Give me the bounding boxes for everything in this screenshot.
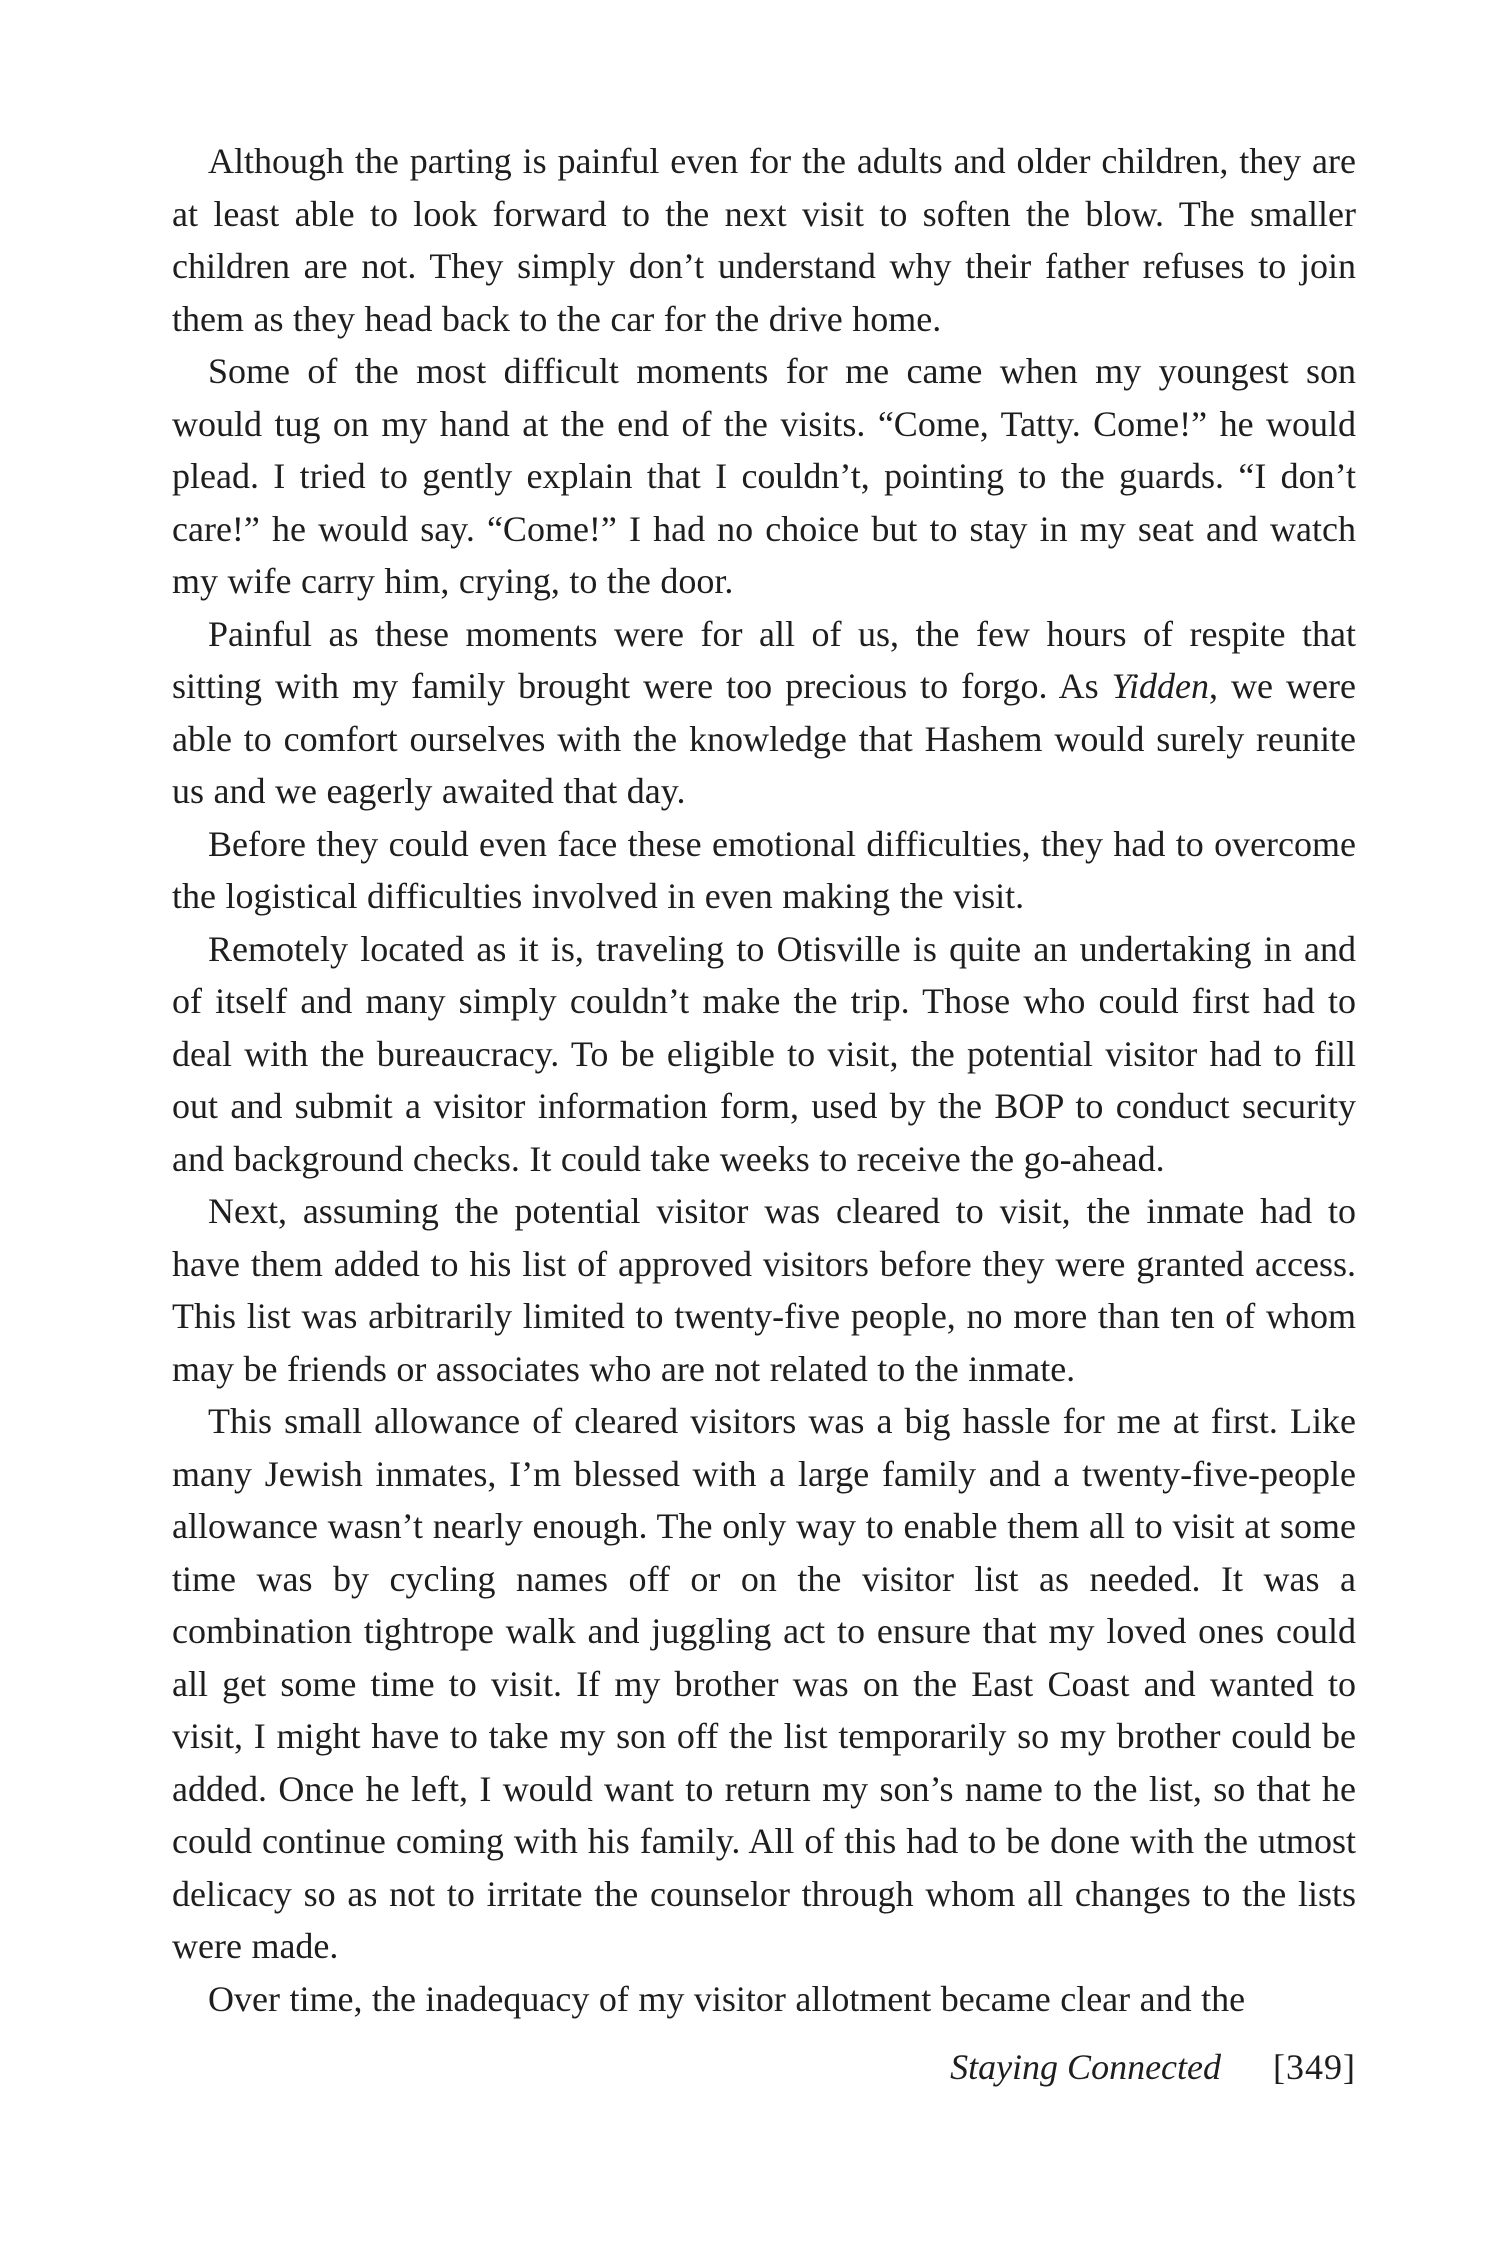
page-number: [349] bbox=[1273, 2047, 1356, 2087]
paragraph: Before they could even face these emotional difficulties, they had to overcome the logistical difficulties involved in even making the visit. bbox=[172, 823, 1356, 916]
paragraph: Remotely located as it is, traveling to Otisville is quite an undertaking in and of itself and many simply couldn’t make the trip. Those who could first had to deal with the bureaucracy. To be eligible to visit, the potential visitor had to fill out and submit a visitor information form, used by the BOP to conduct security and background checks. It could take weeks to receive the go-ahead. bbox=[172, 928, 1356, 1179]
running-head: Staying Connected bbox=[950, 2047, 1222, 2087]
page-body bbox=[172, 135, 1356, 2025]
paragraph-text: Painful as these moments were for all of us, the few hours of respite that sitting with my family brought were too precious to forgo. As bbox=[172, 613, 1356, 706]
italic-term: Yidden bbox=[1111, 666, 1209, 706]
paragraph: Next, assuming the potential visitor was cleared to visit, the inmate had to have them added to his list of approved visitors before they were granted access. This list was arbitrarily limited to twenty-five people, no more than ten of whom may be friends or associates who are not related to the inmate. bbox=[172, 1191, 1356, 1389]
paragraph: Although the parting is painful even for the adults and older children, they are at least able to look forward to the next visit to soften the blow. The smaller children are not. They simply don’t understand why their father refuses to join them as they head back to the car for the drive home. bbox=[172, 141, 1356, 339]
paragraph: This small allowance of cleared visitors was a big hassle for me at first. Like many Jewish inmates, I’m blessed with a large family and a twenty-five-people allowance wasn’t nearly enough. The only way to enable them all to visit at some time was by cycling names off or on the visitor list as needed. It was a combination tightrope walk and juggling act to ensure that my loved ones could all get some time to visit. If my brother was on the East Coast and wanted to visit, I might have to take my son off the list temporarily so my brother could be added. Once he left, I would want to return my son’s name to the list, so that he could continue coming with his family. All of this had to be done with the utmost delicacy so as not to irritate the counselor through whom all changes to the lists were made. bbox=[172, 1401, 1356, 1966]
paragraph: Some of the most difficult moments for me came when my youngest son would tug on my hand at the end of the visits. “Come, Tatty. Come!” he would plead. I tried to gently explain that I couldn’t, pointing to the guards. “I don’t care!” he would say. “Come!” I had no choice but to stay in my seat and watch my wife carry him, crying, to the door. bbox=[172, 351, 1356, 601]
paragraph: Over time, the inadequacy of my visitor allotment became clear and the bbox=[208, 1978, 1246, 2019]
paragraph-text: , we were able to comfort ourselves with the knowledge that Hashem would surely reunite us and we eagerly awaited that day. bbox=[172, 666, 1356, 811]
page-footer bbox=[172, 2046, 1356, 2096]
paragraph bbox=[172, 608, 1356, 818]
